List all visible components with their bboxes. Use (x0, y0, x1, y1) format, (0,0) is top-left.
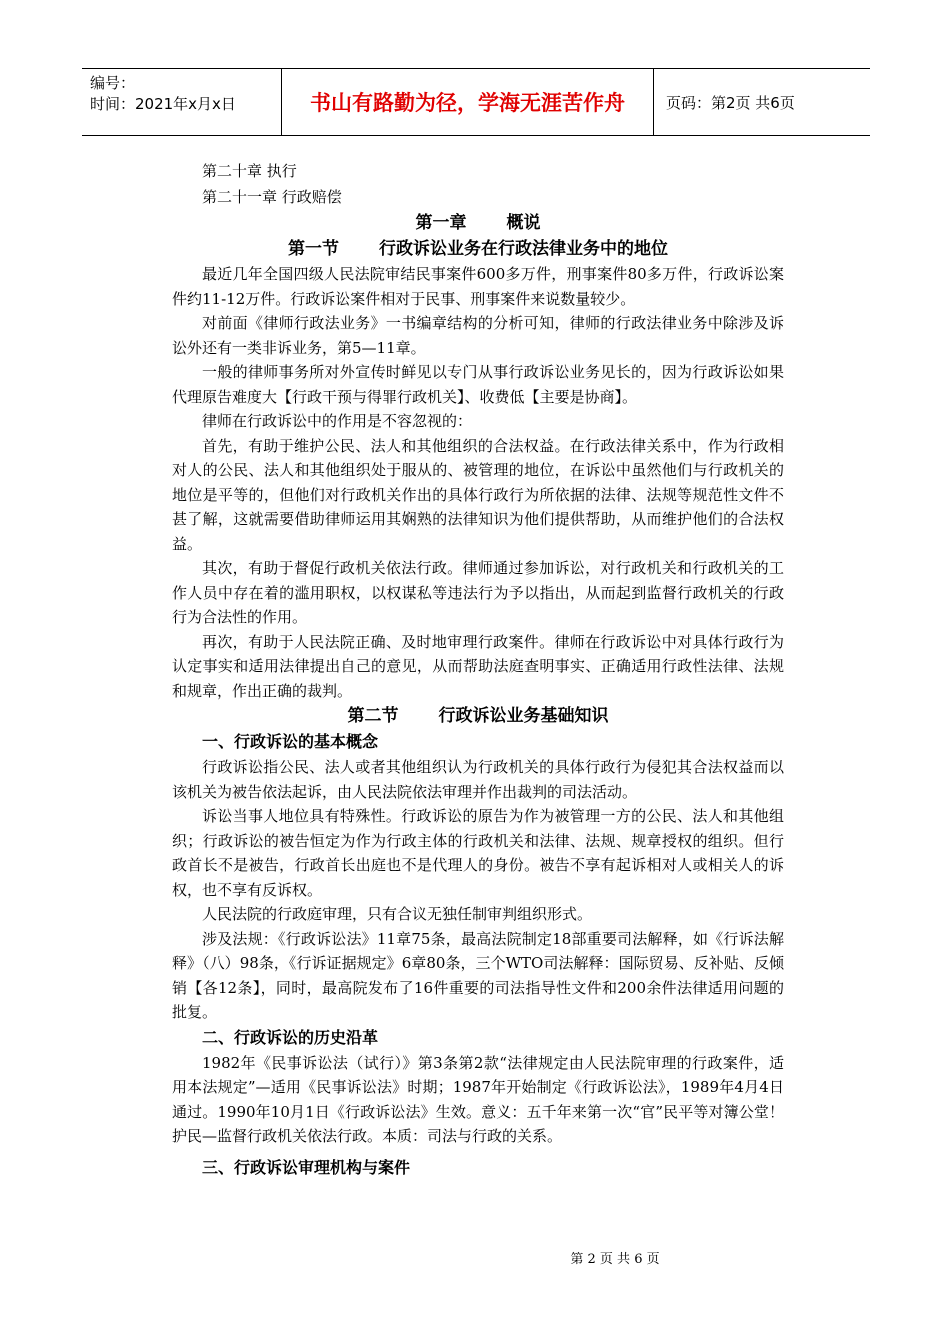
section-heading (172, 236, 784, 262)
paragraph: 一般的律师事务所对外宣传时鲜见以专门从事行政诉讼业务见长的，因为行政诉讼如果代理原告难度大【行政干预与得罪行政机关】、收费低【主要是协商】。 (172, 363, 784, 406)
subsection-heading: 二、行政诉讼的历史沿革 (202, 1027, 379, 1047)
toc-item: 第二十章 执行 (202, 162, 297, 180)
paragraph: 1982年《民事诉讼法（试行）》第3条第2款“法律规定由人民法院审理的行政案件，适用本法规定”—适用《民事诉讼法》时期；1987年开始制定《行政诉讼法》，1989年4月4日通过。1990年10月1日《行政诉讼法》生效。意义：五千年来第一次“官”民平等对簿公堂！护民—监督行政机关依法行政。本质：司法与行政的关系。 (172, 1053, 784, 1145)
document-number-label: 编号： (90, 74, 136, 92)
chapter-title: 概说 (506, 213, 541, 233)
paragraph: 诉讼当事人地位具有特殊性。行政诉讼的原告为作为被管理一方的公民、法人和其他组织；行政诉讼的被告恒定为作为行政主体的行政机关和法律、法规、规章授权的组织。但行政首长不是被告，行政首长出庭也不是代理人的身份。被告不享有起诉相对人或相关人的诉权，也不享有反诉权。 (172, 807, 784, 899)
paragraph: 对前面《律师行政法业务》一书编章结构的分析可知，律师的行政法律业务中除涉及诉讼外还有一类非诉业务，第5—11章。 (172, 314, 784, 357)
section-title: 行政诉讼业务在行政法律业务中的地位 (379, 239, 668, 259)
page-header (82, 68, 870, 136)
page-footer: 第 2 页 共 6 页 (570, 1252, 660, 1267)
paragraph: 涉及法规：《行政诉讼法》11章75条，最高法院制定18部重要司法解释，如《行诉法解释》（八）98条，《行诉证据规定》6章80条，三个WTO司法解释：国际贸易、反补贴、反倾销【各12条】，同时，最高院发布了16件重要的司法指导性文件和200余件法律适用问题的批复。 (172, 929, 784, 1021)
header-meta (82, 69, 282, 135)
paragraph: 人民法院的行政庭审理，只有合议无独任制审判组织形式。 (202, 905, 593, 923)
header-page-number: 页码：第2页 共6页 (666, 93, 795, 112)
document-time-label: 时间：2021年x月x日 (90, 95, 236, 113)
paragraph: 再次，有助于人民法院正确、及时地审理行政案件。律师在行政诉讼中对具体行政行为认定事实和适用法律提出自己的意见，从而帮助法庭查明事实、正确适用行政性法律、法规和规章，作出正确的裁判。 (172, 632, 784, 700)
toc-item: 第二十一章 行政赔偿 (202, 188, 342, 206)
chapter-number: 第一章 (415, 213, 467, 233)
section-number: 第一节 (288, 239, 339, 259)
chapter-heading (172, 210, 784, 236)
paragraph: 律师在行政诉讼中的作用是不容忽视的： (202, 412, 473, 430)
document-body (172, 158, 784, 1181)
header-motto: 书山有路勤为径，学海无涯苦作舟 (282, 69, 654, 135)
section-heading (172, 703, 784, 729)
section-number: 第二节 (347, 706, 399, 726)
paragraph: 其次，有助于督促行政机关依法行政。律师通过参加诉讼，对行政机关和行政机关的工作人员中存在着的滥用职权，以权谋私等违法行为予以指出，从而起到监督行政机关的行政行为合法性的作用。 (172, 559, 784, 626)
paragraph: 行政诉讼指公民、法人或者其他组织认为行政机关的具体行政行为侵犯其合法权益而以该机关为被告依法起诉，由人民法院依法审理并作出裁判的司法活动。 (172, 758, 784, 801)
subsection-heading: 三、行政诉讼审理机构与案件 (202, 1157, 411, 1177)
paragraph: 最近几年全国四级人民法院审结民事案件600多万件，刑事案件80多万件，行政诉讼案件约11-12万件。行政诉讼案件相对于民事、刑事案件来说数量较少。 (172, 265, 784, 308)
section-title: 行政诉讼业务基础知识 (438, 706, 609, 726)
subsection-heading: 一、行政诉讼的基本概念 (202, 732, 379, 751)
paragraph: 首先，有助于维护公民、法人和其他组织的合法权益。在行政法律关系中，作为行政相对人的公民、法人和其他组织处于服从的、被管理的地位，在诉讼中虽然他们与行政机关的地位是平等的，但他们对行政机关作出的具体行政行为所依据的法律、法规等规范性文件不甚了解，这就需要借助律师运用其娴熟的法律知识为他们提供帮助，从而维护他们的合法权益。 (172, 436, 784, 553)
